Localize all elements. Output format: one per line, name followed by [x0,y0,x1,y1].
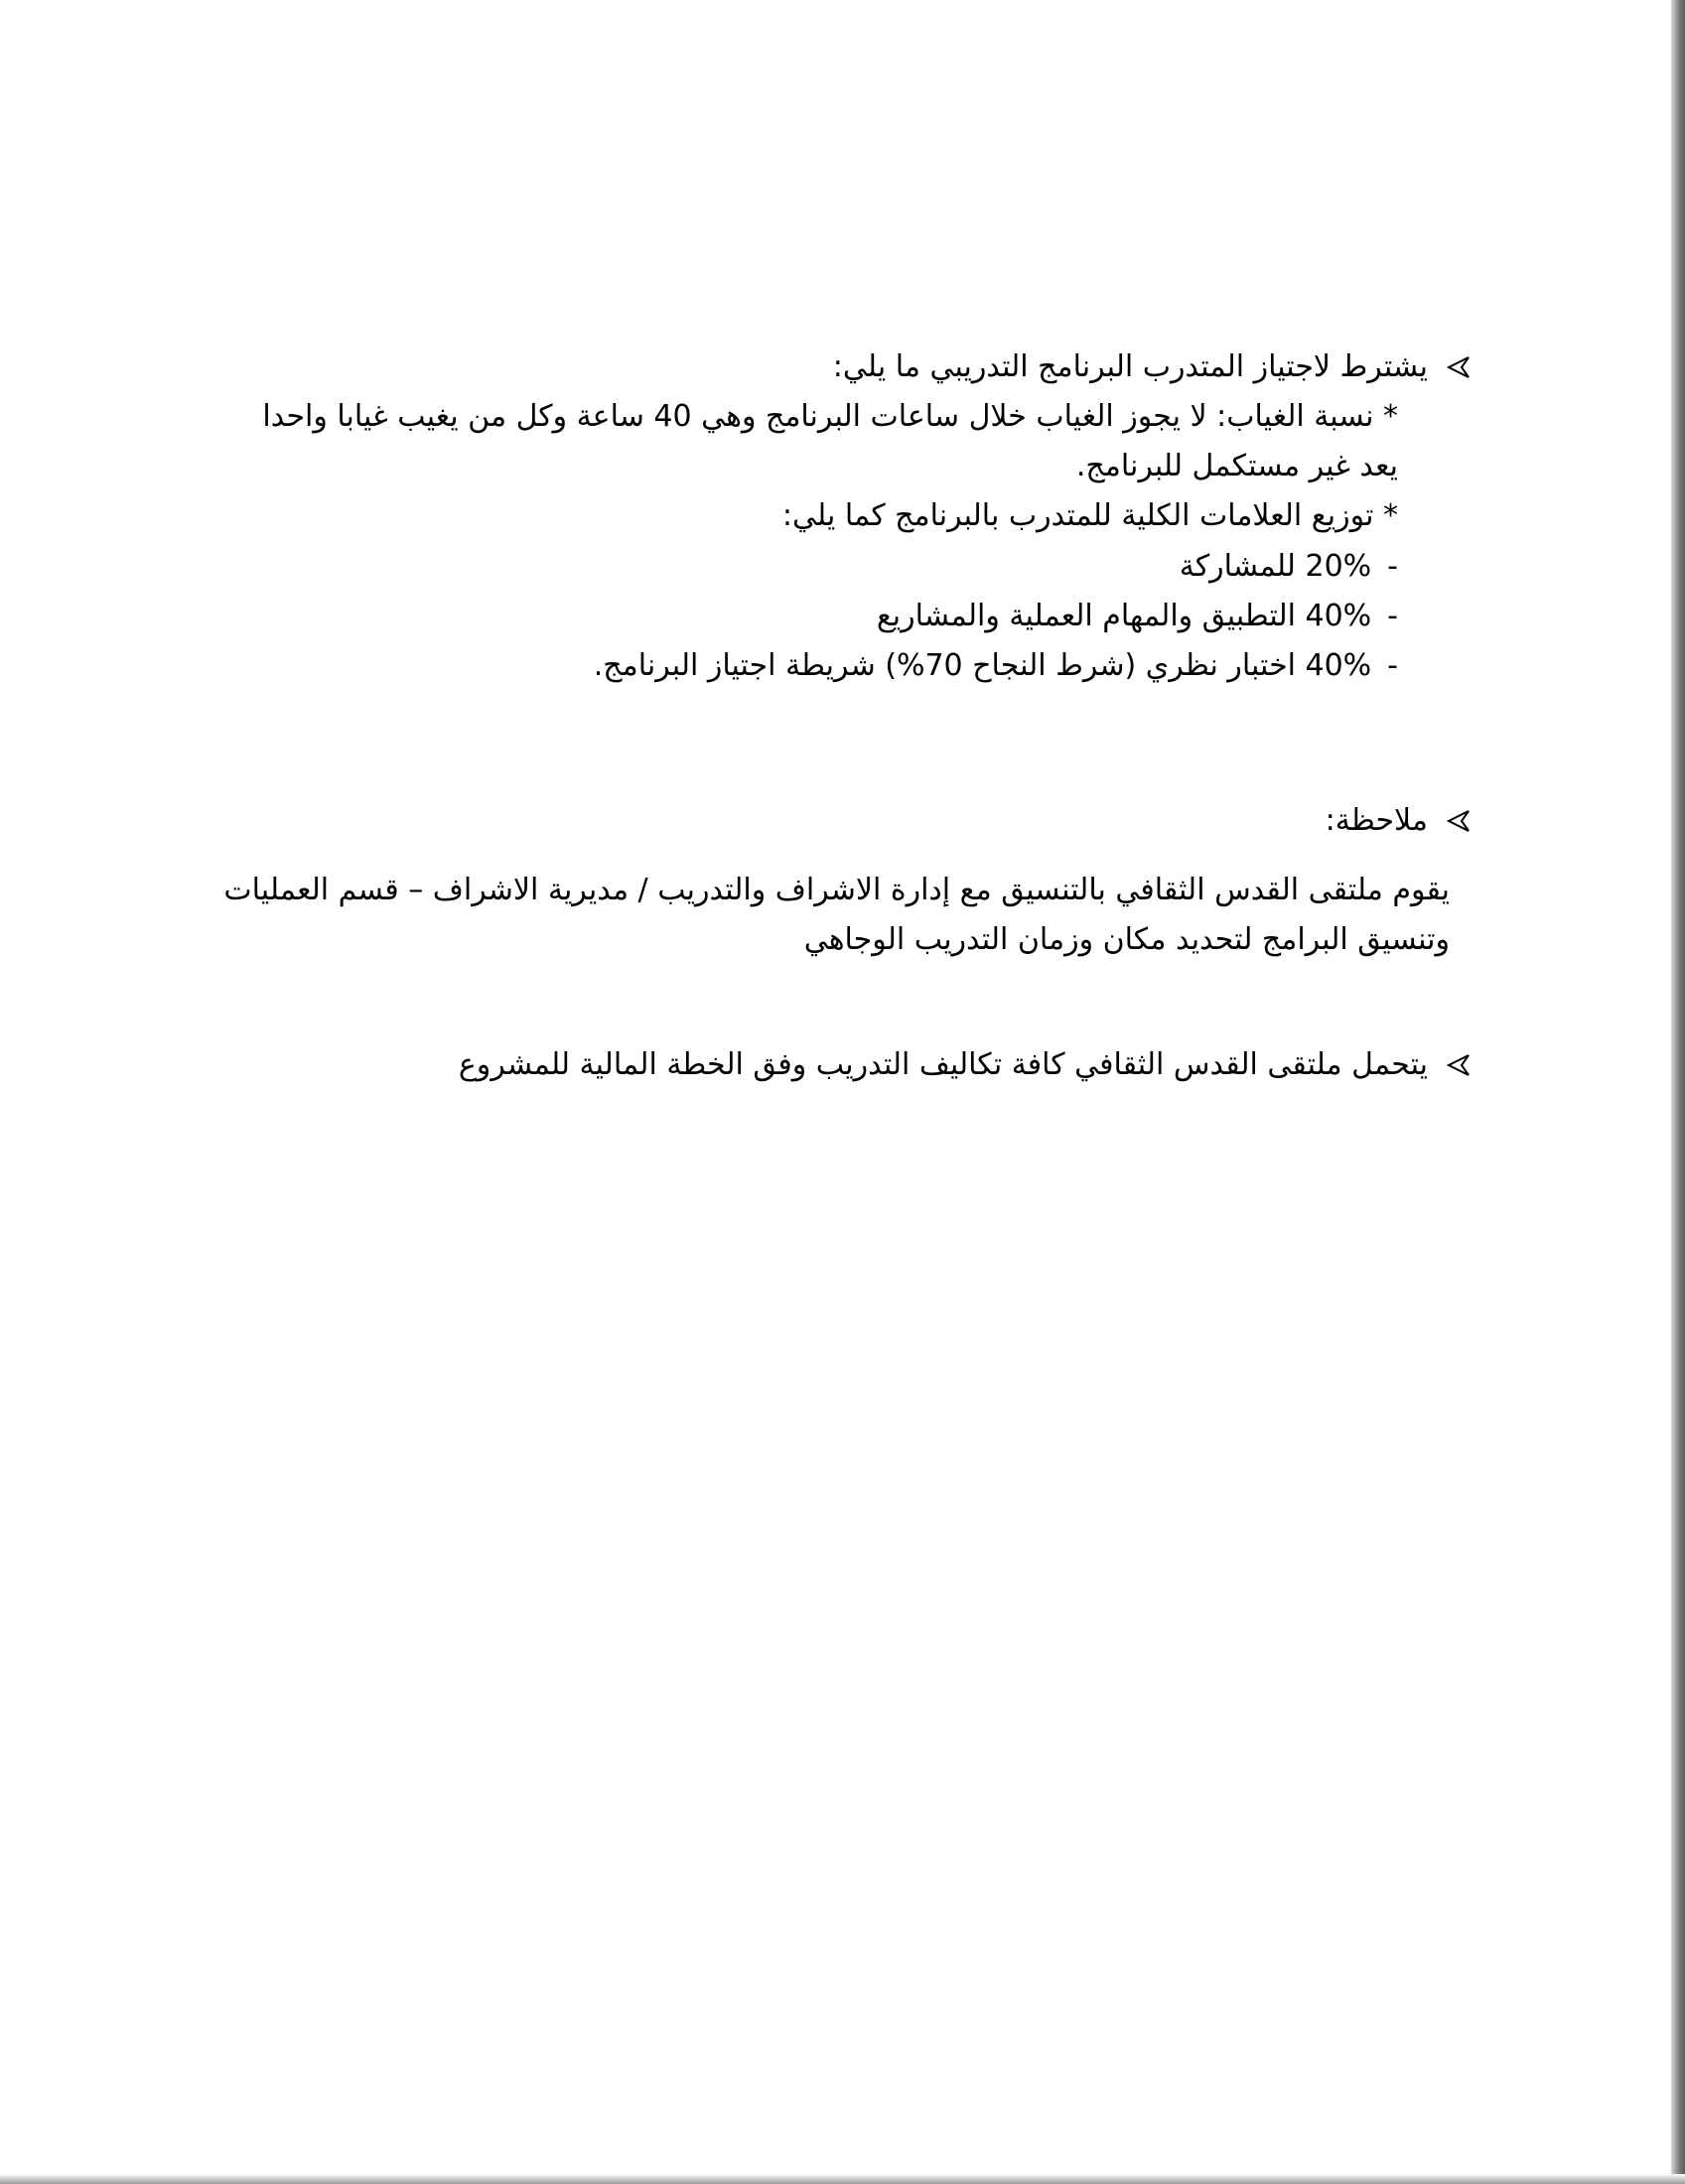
note-line-2: وتنسيق البرامج لتحديد مكان وزمان التدريب الوجاهي [803,922,1450,957]
grade-item-text: 40% التطبيق والمهام العملية والمشاريع [876,598,1372,633]
arrowhead-bullet-icon [1446,1052,1472,1078]
dash-marker: - [1387,548,1398,584]
arrowhead-bullet-icon [1446,808,1472,834]
requirements-section [199,342,1450,690]
grade-item-text: 40% اختبار نظري (شرط النجاح 70%) شريطة اجتياز البرنامج. [593,647,1372,683]
dash-marker: - [1387,647,1398,683]
dash-marker: - [1387,598,1398,633]
requirements-heading: يشترط لاجتياز المتدرب البرنامج التدريبي ما يلي: [832,349,1428,384]
note-section [199,796,1450,965]
grades-intro: * توزيع العلامات الكلية للمتدرب بالبرنامج كما يلي: [781,498,1398,533]
absence-rule-line-2: يعد غير مستكمل للبرنامج. [1075,449,1398,483]
note-heading: ملاحظة: [1325,803,1428,838]
costs-section [199,1040,1450,1090]
costs-heading-row [199,1040,1472,1090]
arrowhead-bullet-icon [1446,354,1472,380]
note-heading-row [199,796,1472,846]
costs-heading: يتحمل ملتقى القدس الثقافي كافة تكاليف التدريب وفق الخطة المالية للمشروع [458,1047,1428,1082]
grade-item-text: 20% للمشاركة [1179,548,1372,584]
requirements-heading-row [199,342,1472,392]
grade-item [199,541,1450,591]
grade-item [199,591,1450,640]
scan-edge-right [1671,0,1685,2184]
document-page [199,0,1450,2184]
note-line-1: يقوم ملتقى القدس الثقافي بالتنسيق مع إدارة الاشراف والتدريب / مديرية الاشراف – قسم العمليات [223,873,1450,907]
absence-rule-line-1: * نسبة الغياب: لا يجوز الغياب خلال ساعات البرنامج وهي 40 ساعة وكل من يغيب غيابا واحدا [262,399,1398,434]
grade-item [199,640,1450,690]
